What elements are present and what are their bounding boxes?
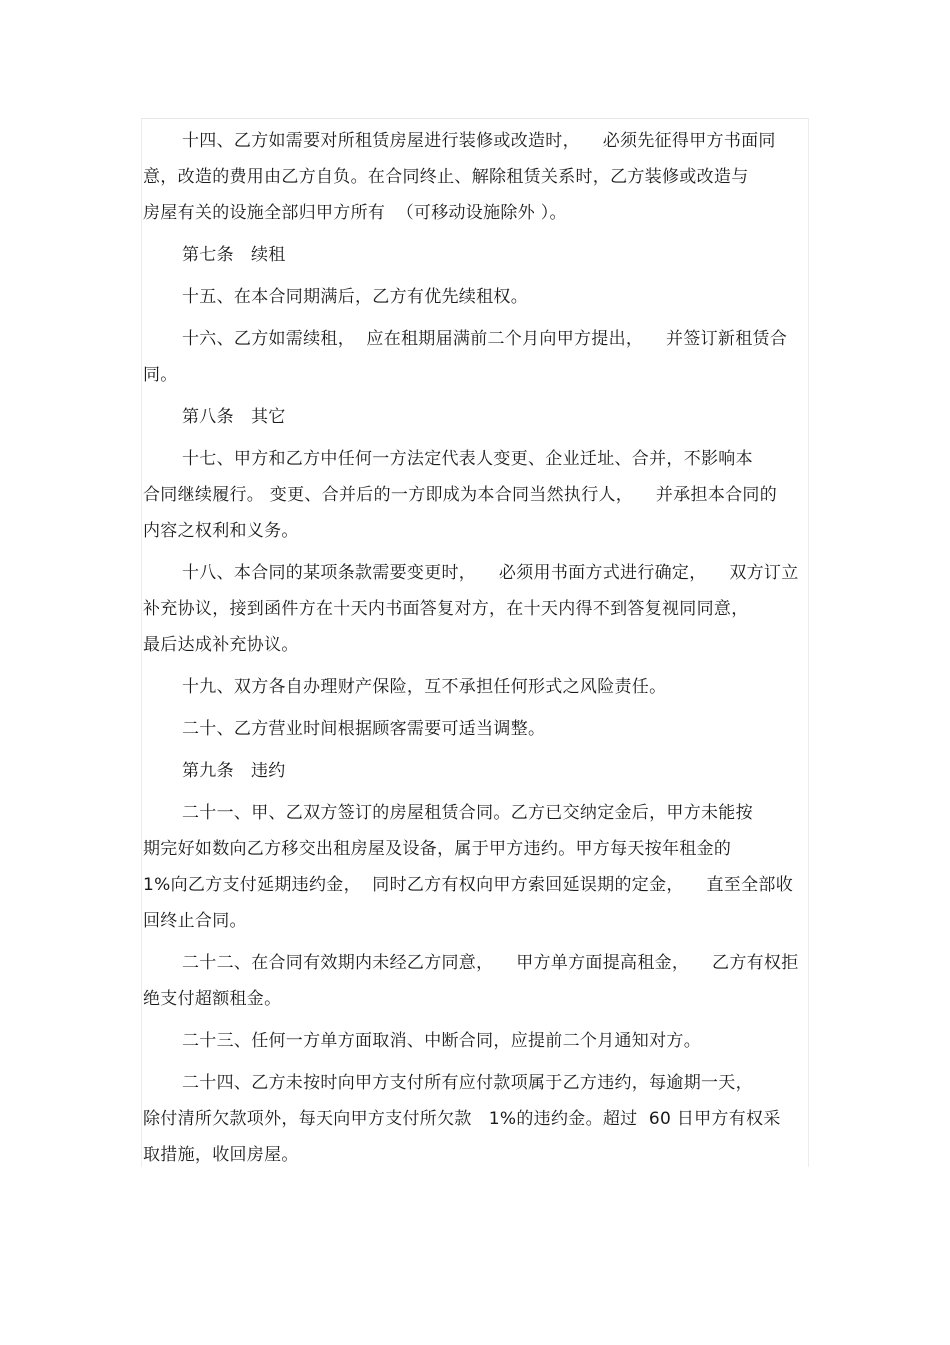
clause-21-line-3: 1%向乙方支付延期违约金， 同时乙方有权向甲方索回延误期的定金， 直至全部收: [143, 875, 793, 895]
clause-20: 二十、乙方营业时间根据顾客需要可适当调整。: [182, 719, 546, 739]
clause-14-line-1: 十四、乙方如需要对所租赁房屋进行装修或改造时， 必须先征得甲方书面同: [182, 131, 776, 151]
clause-24-line-2: 除付清所欠款项外，每天向甲方支付所欠款 1%的违约金。超过 60 日甲方有权采: [143, 1109, 781, 1129]
clause-23: 二十三、任何一方单方面取消、中断合同，应提前二个月通知对方。: [182, 1031, 701, 1051]
clause-14-line-3: 房屋有关的设施全部归甲方所有 （可移动设施除外 ）。: [143, 203, 567, 223]
clause-15: 十五、在本合同期满后，乙方有优先续租权。: [182, 287, 528, 307]
clause-18-line-3: 最后达成补充协议。: [143, 635, 299, 655]
clause-24-line-3: 取措施，收回房屋。: [143, 1145, 299, 1165]
clause-16-line-1: 十六、乙方如需续租， 应在租期届满前二个月向甲方提出， 并签订新租赁合: [182, 329, 788, 349]
article-8-heading: 第八条 其它: [182, 407, 286, 427]
clause-22-line-2: 绝支付超额租金。: [143, 989, 282, 1009]
clause-18-line-1: 十八、本合同的某项条款需要变更时， 必须用书面方式进行确定， 双方订立: [182, 563, 799, 583]
clause-19: 十九、双方各自办理财产保险，互不承担任何形式之风险责任。: [182, 677, 667, 697]
clause-14-line-2: 意，改造的费用由乙方自负。在合同终止、解除租赁关系时，乙方装修或改造与: [143, 167, 749, 187]
clause-16-line-2: 同。: [143, 365, 178, 385]
article-9-heading: 第九条 违约: [182, 761, 286, 781]
clause-21-line-2: 期完好如数向乙方移交出租房屋及设备，属于甲方违约。甲方每天按年租金的: [143, 839, 732, 859]
clause-22-line-1: 二十二、在合同有效期内未经乙方同意， 甲方单方面提高租金， 乙方有权拒: [182, 953, 799, 973]
clause-21-line-4: 回终止合同。: [143, 911, 247, 931]
clause-18-line-2: 补充协议，接到函件方在十天内书面答复对方，在十天内得不到答复视同同意，: [143, 599, 749, 619]
clause-24-line-1: 二十四、乙方未按时向甲方支付所有应付款项属于乙方违约，每逾期一天，: [182, 1073, 753, 1093]
article-7-heading: 第七条 续租: [182, 245, 286, 265]
clause-17-line-3: 内容之权利和义务。: [143, 521, 299, 541]
clause-21-line-1: 二十一、甲、乙双方签订的房屋租赁合同。乙方已交纳定金后，甲方未能按: [182, 803, 753, 823]
clause-17-line-1: 十七、甲方和乙方中任何一方法定代表人变更、企业迁址、合并，不影响本: [182, 449, 753, 469]
clause-17-line-2: 合同继续履行。 变更、合并后的一方即成为本合同当然执行人， 并承担本合同的: [143, 485, 778, 505]
